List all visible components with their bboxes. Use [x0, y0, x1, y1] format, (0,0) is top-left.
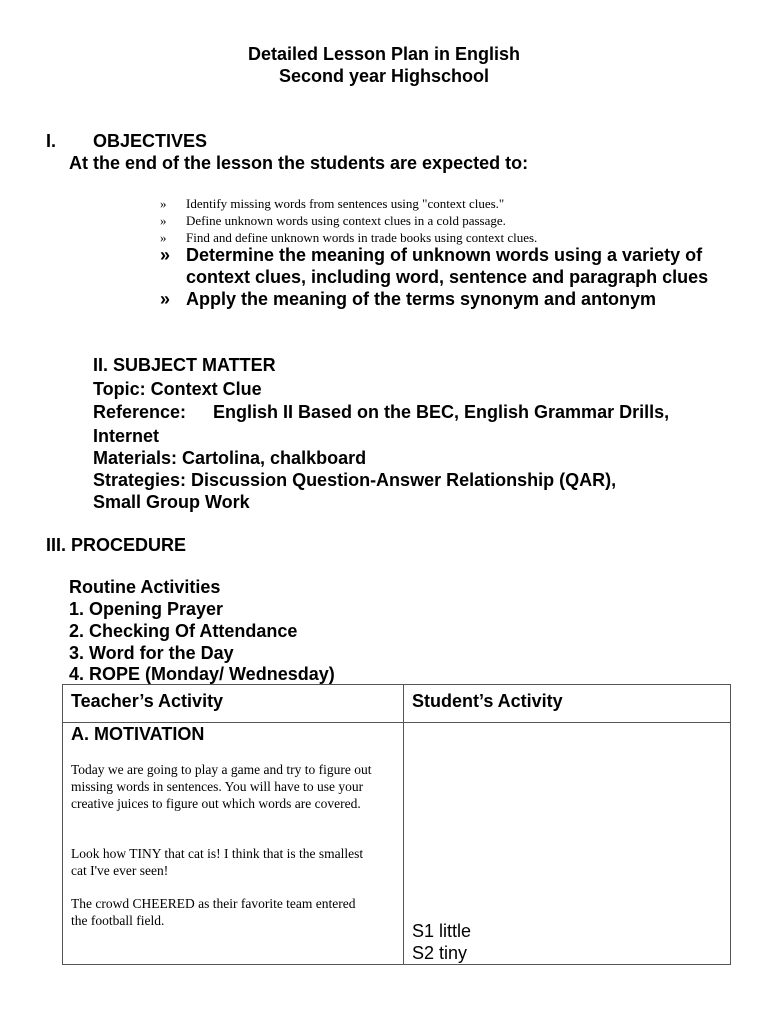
strategies-line: Strategies: Discussion Question-Answer Relationship (QAR), — [93, 470, 617, 490]
list-item: » Define unknown words using context clues in a cold passage. — [160, 213, 506, 228]
table-row — [63, 723, 731, 965]
procedure-heading: III. PROCEDURE — [46, 535, 187, 555]
bullet-mark: » — [160, 196, 167, 211]
reference-cont: Internet — [93, 426, 160, 446]
topic-line: Topic: Context Clue — [93, 379, 262, 399]
routine-heading: Routine Activities — [69, 577, 221, 597]
objectives-large-list — [160, 244, 720, 310]
teacher-paragraph: The crowd CHEERED as their favorite team entered the football field. — [71, 896, 356, 928]
activity-table — [62, 684, 731, 965]
document-subtitle: Second year Highschool — [278, 66, 490, 86]
list-item: » Apply the meaning of the terms synonym and antonym — [160, 289, 657, 309]
student-answer: S1 little — [412, 921, 472, 941]
objectives-number: I. — [46, 131, 57, 151]
document-title: Detailed Lesson Plan in English — [247, 44, 521, 64]
teacher-paragraph: Today we are going to play a game and try to figure out missing words in sentences. You will have to use your creative juices to figure out which words are covered. — [71, 762, 372, 811]
strategies-cont: Small Group Work — [93, 492, 250, 512]
student-answers — [412, 920, 471, 964]
teacher-paragraph: Look how TINY that cat is! I think that is the smallest cat I've ever seen! — [71, 846, 364, 878]
bullet-mark: » — [160, 230, 167, 245]
subject-matter-heading: II. SUBJECT MATTER — [93, 355, 276, 375]
motivation-heading: A. MOTIVATION — [71, 724, 205, 744]
routine-item: 2. Checking Of Attendance — [69, 621, 298, 641]
column-header-student: Student’s Activity — [404, 685, 731, 723]
materials-line: Materials: Cartolina, chalkboard — [93, 448, 367, 468]
bullet-mark: » — [160, 289, 171, 309]
list-item: » Identify missing words from sentences using "context clues." — [160, 196, 505, 211]
list-item: » Determine the meaning of unknown words using a variety of context clues, including word, sentence and paragraph clues — [160, 245, 709, 287]
reference-value: English II Based on the BEC, English Grammar Drills, — [213, 402, 670, 422]
objectives-heading: OBJECTIVES — [93, 131, 208, 151]
routine-item: 1. Opening Prayer — [69, 599, 224, 619]
column-header-teacher: Teacher’s Activity — [63, 685, 404, 723]
routine-item: 4. ROPE (Monday/ Wednesday) — [69, 664, 335, 684]
student-answer: S2 tiny — [412, 943, 468, 963]
student-activity-cell — [404, 723, 731, 965]
objectives-intro: At the end of the lesson the students are expected to: — [69, 153, 529, 173]
objectives-small-list — [160, 195, 537, 246]
bullet-mark: » — [160, 213, 167, 228]
table-header-row — [63, 685, 731, 723]
reference-label: Reference: — [93, 402, 187, 422]
list-item: » Find and define unknown words in trade books using context clues. — [160, 230, 538, 245]
teacher-activity-cell — [63, 723, 404, 965]
bullet-mark: » — [160, 245, 171, 265]
routine-item: 3. Word for the Day — [69, 643, 234, 663]
